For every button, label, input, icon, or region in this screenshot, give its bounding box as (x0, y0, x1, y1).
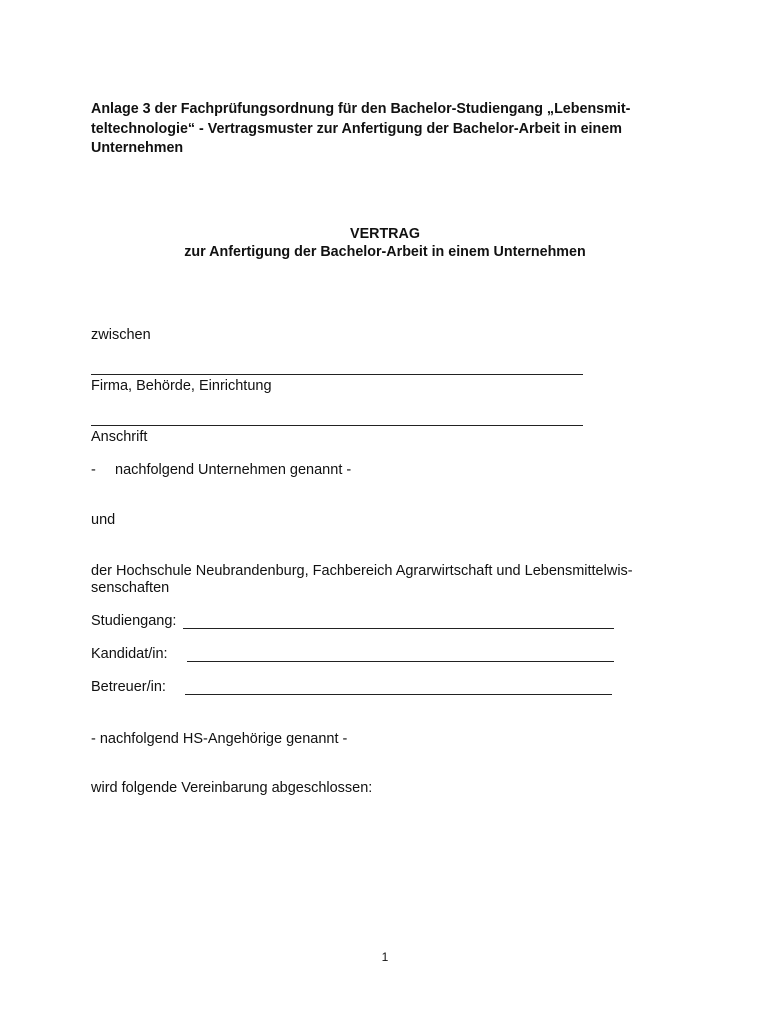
address-label: Anschrift (91, 429, 148, 445)
studiengang-fill-line[interactable] (183, 628, 614, 629)
contract-title: VERTRAG (350, 226, 420, 242)
page-number: 1 (381, 950, 389, 964)
hs-note: - nachfolgend HS-Angehörige genannt - (91, 731, 348, 747)
agreement-text: wird folgende Vereinbarung abgeschlossen: (91, 780, 373, 796)
university-line-1: der Hochschule Neubrandenburg, Fachbereich Agrarwirtschaft und Lebensmittelwis- (91, 563, 633, 579)
company-note-dash: - (91, 462, 96, 478)
company-fill-line[interactable] (91, 374, 583, 375)
university-line-2: senschaften (91, 580, 170, 596)
kandidat-fill-line[interactable] (187, 661, 614, 662)
document-heading (91, 100, 691, 159)
studiengang-label: Studiengang: (91, 613, 177, 629)
company-label: Firma, Behörde, Einrichtung (91, 378, 272, 394)
betreuer-fill-line[interactable] (185, 694, 612, 695)
heading-line-3: Unternehmen (91, 140, 184, 156)
contract-subtitle: zur Anfertigung der Bachelor-Arbeit in einem Unternehmen (184, 244, 586, 260)
heading-line-1: Anlage 3 der Fachprüfungsordnung für den Bachelor-Studiengang „Lebensmit- (91, 101, 631, 117)
kandidat-label: Kandidat/in: (91, 646, 168, 662)
betreuer-label: Betreuer/in: (91, 679, 166, 695)
company-note: nachfolgend Unternehmen genannt - (115, 462, 352, 478)
zwischen-text: zwischen (91, 327, 151, 343)
und-text: und (91, 512, 116, 528)
heading-line-2: teltechnologie“ - Vertragsmuster zur Anfertigung der Bachelor-Arbeit in einem (91, 120, 622, 137)
address-fill-line[interactable] (91, 425, 583, 426)
